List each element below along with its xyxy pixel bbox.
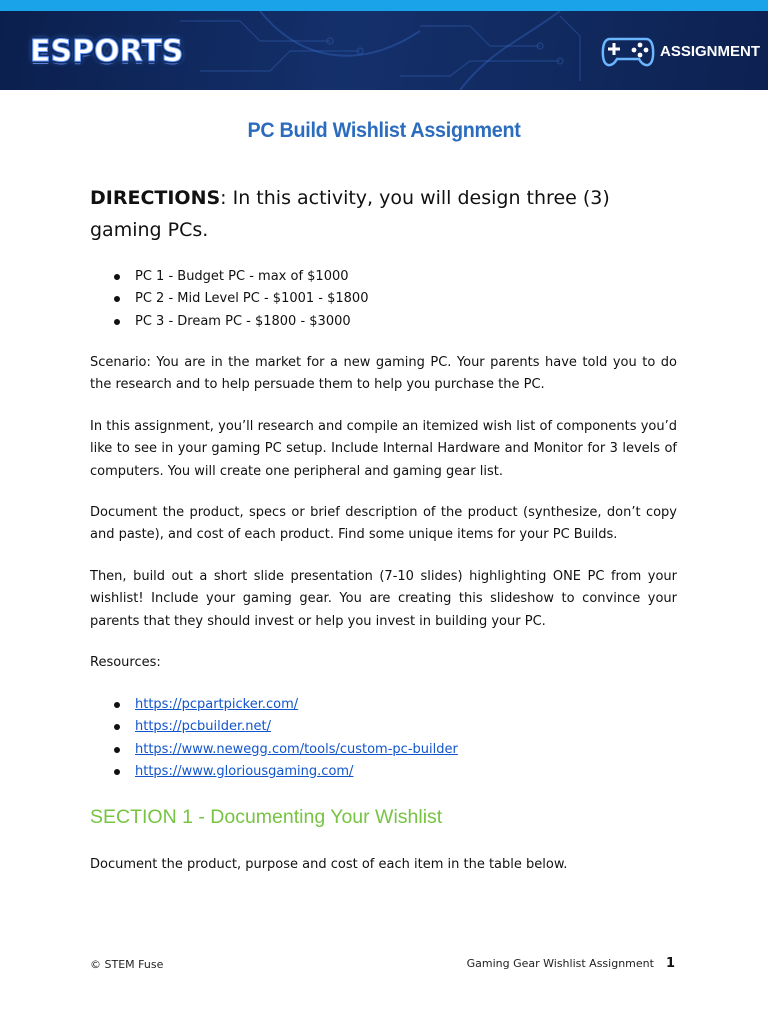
directions (90, 182, 686, 246)
bullet-icon (114, 274, 120, 280)
header-banner (0, 0, 768, 90)
list-item (90, 739, 686, 761)
list-item: PC 2 - Mid Level PC - $1001 - $1800 (90, 288, 686, 310)
directions-text: : In this activity, you will design three (3) gaming PCs. (90, 187, 610, 241)
footer-doc-title: Gaming Gear Wishlist Assignment (466, 957, 654, 970)
scenario-paragraph: Scenario: You are in the market for a new gaming PC. Your parents have told you to do the research and to help persuade them to help you purchase the PC. (90, 355, 677, 393)
resource-link-glorious[interactable]: https://www.gloriousgaming.com/ (135, 763, 354, 779)
list-item (90, 694, 686, 716)
gamepad-icon (600, 31, 656, 71)
footer-copyright: © STEM Fuse (90, 958, 164, 971)
bullet-icon (114, 296, 120, 302)
list-item: PC 1 - Budget PC - max of $1000 (90, 266, 686, 288)
resource-link-pcpartpicker[interactable]: https://pcpartpicker.com/ (135, 697, 299, 712)
list-item: PC 3 - Dream PC - $1800 - $3000 (90, 311, 686, 333)
bullet-icon (114, 747, 120, 753)
resource-link-list (90, 694, 686, 783)
directions-label: DIRECTIONS (90, 187, 221, 209)
section-1-heading: SECTION 1 - Documenting Your Wishlist (90, 806, 443, 828)
resource-link-newegg[interactable]: https://www.newegg.com/tools/custom-pc-builder (135, 741, 458, 757)
research-paragraph: In this assignment, you’ll research and compile an itemized wish list of components you’d like to see in your gaming PC setup. Include Internal Hardware and Monitor for 3 levels of computers. You will create one peripheral and gaming gear list. (90, 419, 677, 479)
list-item (90, 761, 686, 783)
presentation-paragraph: Then, build out a short slide presentation (7-10 slides) highlighting ONE PC from your wishlist! Include your gaming gear. You are creating this slideshow to convince your parents that they should invest or help you invest in building your PC. (90, 569, 677, 629)
page-number: 1 (665, 956, 675, 971)
resource-link-pcbuilder[interactable]: https://pcbuilder.net/ (135, 719, 271, 735)
bullet-icon (114, 319, 120, 325)
esports-logo: ESPORTS (30, 34, 184, 69)
bullet-icon (114, 702, 120, 708)
list-item (90, 716, 686, 738)
bullet-icon (114, 724, 120, 730)
banner-top-stripe (0, 0, 768, 11)
resources-label: Resources: (90, 655, 161, 670)
document-paragraph: Document the product, specs or brief description of the product (synthesize, don’t copy and paste), and cost of each product. Find some unique items for your PC Builds. (90, 505, 677, 543)
assignment-label: ASSIGNMENT (660, 42, 761, 60)
pc-tier-list (90, 266, 686, 333)
page-title: PC Build Wishlist Assignment (247, 119, 521, 142)
assignment-badge (600, 31, 760, 71)
footer-doc-info (467, 956, 675, 971)
section-1-instruction: Document the product, purpose and cost of each item in the table below. (90, 857, 568, 872)
bullet-icon (114, 769, 120, 775)
